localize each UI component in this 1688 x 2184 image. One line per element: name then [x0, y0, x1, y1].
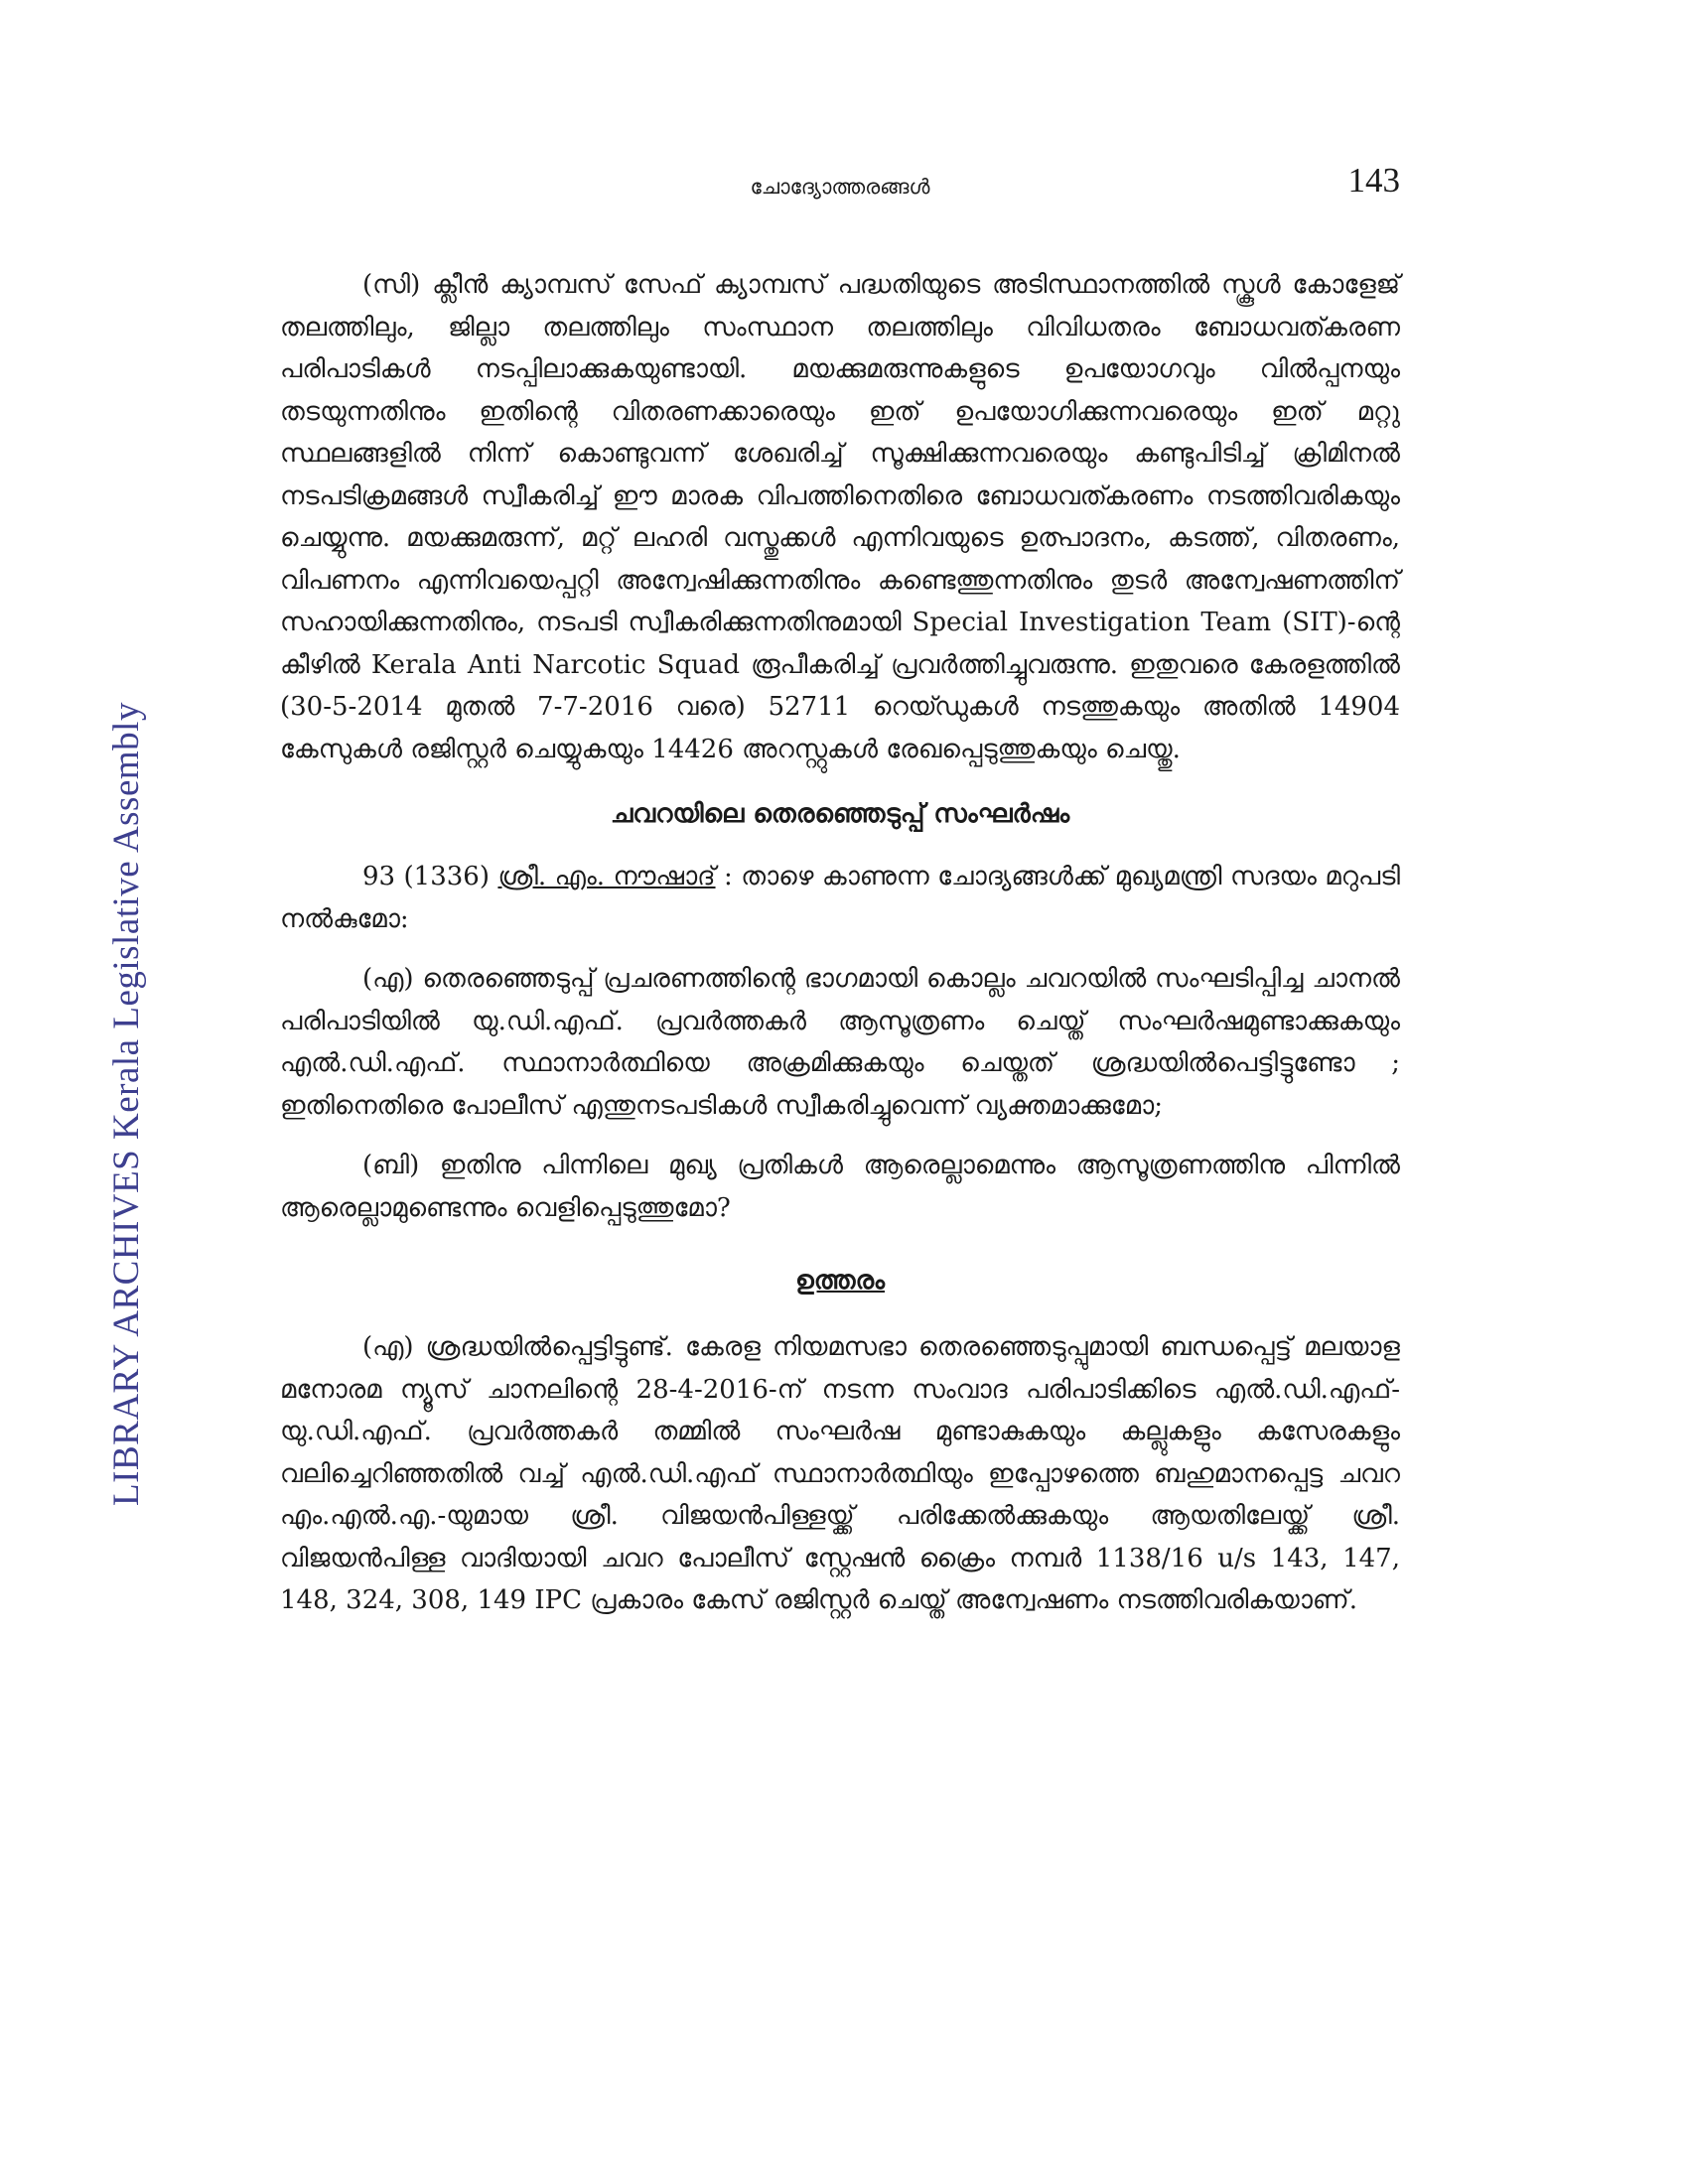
running-header — [280, 159, 1400, 218]
library-archives-watermark: LIBRARY ARCHIVES Kerala Legislative Assembly — [106, 702, 147, 1506]
document-page — [280, 159, 1400, 1622]
page-number: 143 — [1347, 161, 1400, 200]
member-name: ശ്രീ. എം. നൗഷാദ് — [497, 862, 716, 891]
question-lead — [280, 856, 1400, 940]
answer-heading: ഉത്തരം — [795, 1266, 885, 1296]
question-lead-text: : താഴെ കാണുന്ന ചോദ്യങ്ങൾക്ക് മുഖ്യമന്ത്രി സദയം മറുപടി നൽകുമോ: — [280, 862, 1401, 934]
question-heading: ചവറയിലെ തെരഞ്ഞെടുപ്പ് സംഘർഷം — [610, 799, 1070, 829]
answer-a-paragraph: (എ) ശ്രദ്ധയിൽപ്പെട്ടിട്ടുണ്ട്. കേരള നിയമസഭാ തെരഞ്ഞെടുപ്പുമായി ബന്ധപ്പെട്ട് മലയാള മനോരമ ന്യൂസ് ചാനലിന്റെ 28-4-2016-ന് നടന്ന സംവാദ പരിപാടിക്കിടെ എൽ.ഡി.എഫ്-യു.ഡി.എഫ്. പ്രവർത്തകർ തമ്മിൽ സംഘർഷ മുണ്ടാകുകയും കല്ലുകളും കസേരകളും വലിച്ചെറിഞ്ഞതിൽ വച്ച് എൽ.ഡി.എഫ് സ്ഥാനാർത്ഥിയും ഇപ്പോഴത്തെ ബഹുമാനപ്പെട്ട ചവറ എം.എൽ.എ.-യുമായ ശ്രീ. വിജയൻപിള്ളയ്ക്ക് പരിക്കേൽക്കുകയും ആയതിലേയ്ക്ക് ശ്രീ. വിജയൻപിള്ള വാദിയായി ചവറ പോലീസ് സ്റ്റേഷൻ ക്രൈം നമ്പർ 1138/16 u/s 143, 147, 148, 324, 308, 149 IPC പ്രകാരം കേസ് രജിസ്റ്റർ ചെയ്ത് അന്വേഷണം നടത്തിവരികയാണ്. — [280, 1332, 1400, 1615]
running-title: ചോദ്യോത്തരങ്ങൾ — [750, 175, 930, 199]
question-part-b: (ബി) ഇതിനു പിന്നിലെ മുഖ്യ പ്രതികൾ ആരെല്ലാമെന്നും ആസൂത്രണത്തിനു പിന്നിൽ ആരെല്ലാമുണ്ടെന്നും വെളിപ്പെടുത്തുമോ? — [280, 1151, 1400, 1223]
question-part-a: (എ) തെരഞ്ഞെടുപ്പ് പ്രചരണത്തിന്റെ ഭാഗമായി കൊല്ലം ചവറയിൽ സംഘടിപ്പിച്ച ചാനൽ പരിപാടിയിൽ യു.ഡി.എഫ്. പ്രവർത്തകർ ആസൂത്രണം ചെയ്ത് സംഘർഷമുണ്ടാക്കുകയും എൽ.ഡി.എഫ്. സ്ഥാനാർത്ഥിയെ അക്രമിക്കുകയും ചെയ്തത് ശ്രദ്ധയിൽപെട്ടിട്ടുണ്ടോ ; ഇതിനെതിരെ പോലീസ് എന്തുനടപടികൾ സ്വീകരിച്ചുവെന്ന് വ്യക്തമാക്കുമോ; — [280, 964, 1400, 1121]
question-number: 93 (1336) — [362, 862, 490, 891]
answer-c-paragraph: (സി) ക്ലീൻ ക്യാമ്പസ് സേഫ് ക്യാമ്പസ് പദ്ധതിയുടെ അടിസ്ഥാനത്തിൽ സ്കൂൾ കോളേജ് തലത്തിലും, ജില്ലാ തലത്തിലും സംസ്ഥാന തലത്തിലും വിവിധതരം ബോധവത്കരണ പരിപാടികൾ നടപ്പിലാക്കുകയുണ്ടായി. മയക്കുമരുന്നുകളുടെ ഉപയോഗവും വിൽപ്പനയും തടയുന്നതിനും ഇതിന്റെ വിതരണക്കാരെയും ഇത് ഉപയോഗിക്കുന്നവരെയും ഇത് മറ്റു സ്ഥലങ്ങളിൽ നിന്ന് കൊണ്ടുവന്ന് ശേഖരിച്ച് സൂക്ഷിക്കുന്നവരെയും കണ്ടുപിടിച്ച് ക്രിമിനൽ നടപടിക്രമങ്ങൾ സ്വീകരിച്ച് ഈ മാരക വിപത്തിനെതിരെ ബോധവത്കരണം നടത്തിവരികയും ചെയ്യുന്നു. മയക്കുമരുന്ന്, മറ്റ് ലഹരി വസ്തുക്കൾ എന്നിവയുടെ ഉത്പാദനം, കടത്ത്, വിതരണം, വിപണനം എന്നിവയെപ്പറ്റി അന്വേഷിക്കുന്നതിനും കണ്ടെത്തുന്നതിനും തുടർ അന്വേഷണത്തിന് സഹായിക്കുന്നതിനും, നടപടി സ്വീകരിക്കുന്നതിനുമായി Special Investigation Team (SIT)-ന്റെ കീഴിൽ Kerala Anti Narcotic Squad രൂപീകരിച്ച് പ്രവർത്തിച്ചുവരുന്നു. ഇതുവരെ കേരളത്തിൽ (30-5-2014 മുതൽ 7-7-2016 വരെ) 52711 റെയ്ഡുകൾ നടത്തുകയും അതിൽ 14904 കേസുകൾ രജിസ്റ്റർ ചെയ്യുകയും 14426 അറസ്റ്റുകൾ രേഖപ്പെടുത്തുകയും ചെയ്തു. — [280, 270, 1400, 764]
